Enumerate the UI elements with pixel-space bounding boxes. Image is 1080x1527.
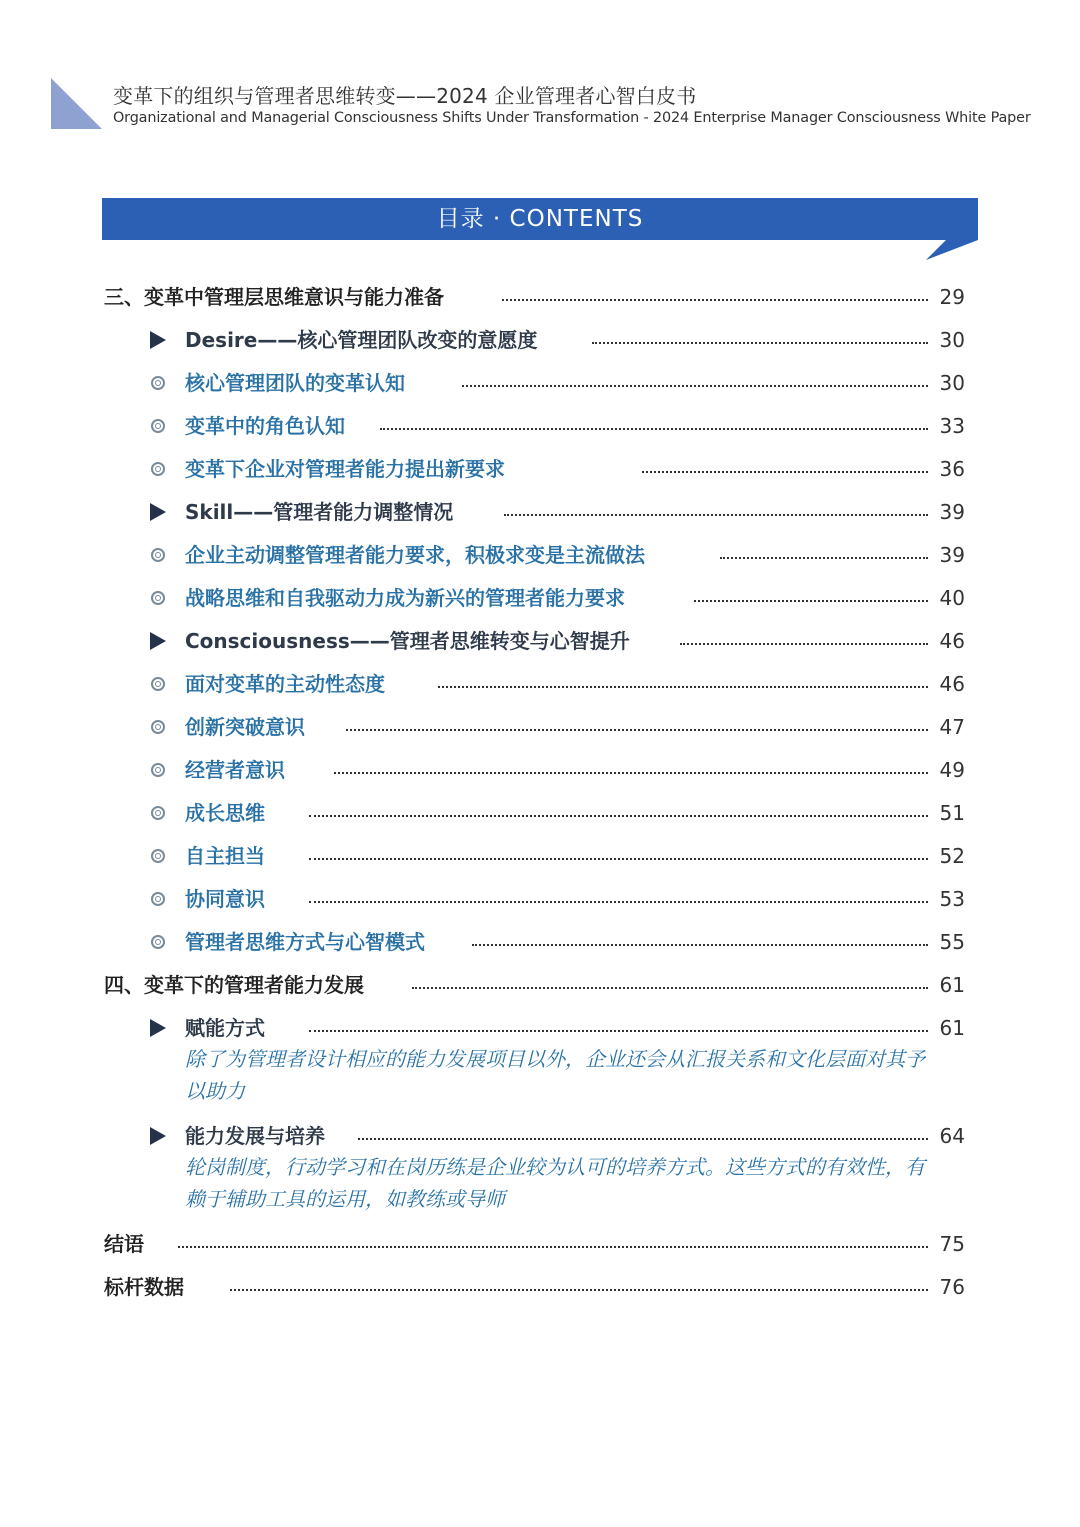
- circle-bullet-icon: [147, 454, 169, 484]
- triangle-bullet-icon: [147, 626, 169, 656]
- circle-bullet-icon: [147, 841, 169, 871]
- triangle-bullet-icon: [147, 1121, 169, 1151]
- dot-leader: [472, 936, 928, 946]
- toc-entry-label: 管理者思维方式与心智模式: [185, 930, 425, 954]
- report-logo-icon: [51, 78, 102, 129]
- toc-page-number: 75: [939, 1232, 965, 1256]
- toc-entry-role-cognition[interactable]: [102, 411, 980, 441]
- toc-entry-label: 经营者意识: [185, 758, 285, 782]
- circle-bullet-icon: [147, 712, 169, 742]
- toc-entry-label: Skill——管理者能力调整情况: [185, 500, 454, 524]
- toc-entry-adjust-requirements[interactable]: [102, 540, 980, 570]
- dot-leader: [346, 721, 928, 731]
- triangle-bullet-icon: [147, 497, 169, 527]
- toc-entry-benchmark-data[interactable]: [104, 1272, 980, 1302]
- dot-leader: [230, 1281, 928, 1291]
- dot-leader: [680, 635, 928, 645]
- circle-bullet-icon: [147, 368, 169, 398]
- toc-page-number: 39: [939, 543, 965, 567]
- toc-page-number: 51: [939, 801, 965, 825]
- dot-leader: [178, 1238, 928, 1248]
- toc-page-number: 52: [939, 844, 965, 868]
- toc-entry-label: 企业主动调整管理者能力要求，积极求变是主流做法: [185, 543, 645, 567]
- toc-entry-skill[interactable]: [102, 497, 980, 527]
- toc-entry-operator[interactable]: [102, 755, 980, 785]
- toc-page-number: 36: [939, 457, 965, 481]
- toc-entry-label: 能力发展与培养: [185, 1124, 325, 1148]
- dot-leader: [462, 377, 928, 387]
- toc-entry-collaboration[interactable]: [102, 884, 980, 914]
- toc-page-number: 47: [939, 715, 965, 739]
- toc-entry-growth[interactable]: [102, 798, 980, 828]
- circle-bullet-icon: [147, 411, 169, 441]
- toc-entry-label: 成长思维: [185, 801, 265, 825]
- toc-entry-label: Consciousness——管理者思维转变与心智提升: [185, 629, 630, 653]
- toc-page-number: 33: [939, 414, 965, 438]
- toc-entry-consciousness[interactable]: [102, 626, 980, 656]
- dot-leader: [334, 764, 928, 774]
- toc-entry-chapter-3[interactable]: [104, 282, 980, 312]
- circle-bullet-icon: [147, 669, 169, 699]
- document-title-english: Organizational and Managerial Consciousness Shifts Under Transformation - 2024 Enterprise Manager Consciousness White Paper: [113, 110, 1031, 126]
- toc-page-number: 61: [939, 1016, 965, 1040]
- dot-leader: [309, 807, 928, 817]
- dot-leader: [502, 291, 928, 301]
- triangle-bullet-icon: [147, 1013, 169, 1043]
- toc-entry-new-requirements[interactable]: [102, 454, 980, 484]
- toc-entry-mindset[interactable]: [102, 927, 980, 957]
- dot-leader: [642, 463, 928, 473]
- toc-entry-label: 变革中的角色认知: [185, 414, 345, 438]
- toc-page-number: 40: [939, 586, 965, 610]
- toc-entry-development[interactable]: [102, 1121, 980, 1151]
- toc-page-number: 29: [939, 285, 965, 309]
- toc-page-number: 76: [939, 1275, 965, 1299]
- contents-heading: 目录 · CONTENTS: [436, 206, 644, 232]
- toc-entry-label: 自主担当: [185, 844, 265, 868]
- dot-leader: [720, 549, 928, 559]
- toc-entry-label: 标杆数据: [104, 1275, 184, 1299]
- toc-page-number: 61: [939, 973, 965, 997]
- toc-entry-label: 三、变革中管理层思维意识与能力准备: [104, 285, 444, 309]
- toc-page-number: 53: [939, 887, 965, 911]
- toc-entry-proactive-attitude[interactable]: [102, 669, 980, 699]
- circle-bullet-icon: [147, 540, 169, 570]
- toc-page-number: 30: [939, 371, 965, 395]
- toc-entry-label: 协同意识: [185, 887, 265, 911]
- toc-entry-ownership[interactable]: [102, 841, 980, 871]
- toc-page-number: 55: [939, 930, 965, 954]
- toc-entry-change-cognition[interactable]: [102, 368, 980, 398]
- toc-page-number: 30: [939, 328, 965, 352]
- circle-bullet-icon: [147, 798, 169, 828]
- circle-bullet-icon: [147, 583, 169, 613]
- dot-leader: [592, 334, 928, 344]
- circle-bullet-icon: [147, 884, 169, 914]
- dot-leader: [412, 979, 928, 989]
- toc-page-number: 39: [939, 500, 965, 524]
- dot-leader: [438, 678, 928, 688]
- toc-entry-empowerment[interactable]: [102, 1013, 980, 1043]
- toc-entry-conclusion[interactable]: [104, 1229, 980, 1259]
- toc-entry-description: 轮岗制度，行动学习和在岗历练是企业较为认可的培养方式。这些方式的有效性，有赖于辅助工具的运用，如教练或导师: [185, 1155, 925, 1211]
- toc-page-number: 46: [939, 629, 965, 653]
- toc-entry-label: 战略思维和自我驱动力成为新兴的管理者能力要求: [185, 586, 625, 610]
- toc-entry-chapter-4[interactable]: [104, 970, 980, 1000]
- toc-entry-label: 核心管理团队的变革认知: [185, 371, 405, 395]
- circle-bullet-icon: [147, 927, 169, 957]
- toc-entry-label: Desire——核心管理团队改变的意愿度: [185, 328, 538, 352]
- dot-leader: [358, 1130, 928, 1140]
- dot-leader: [309, 1022, 928, 1032]
- dot-leader: [380, 420, 928, 430]
- toc-entry-label: 结语: [104, 1232, 144, 1256]
- toc-entry-label: 面对变革的主动性态度: [185, 672, 385, 696]
- dot-leader: [309, 893, 928, 903]
- toc-page-number: 46: [939, 672, 965, 696]
- toc-entry-label: 变革下企业对管理者能力提出新要求: [185, 457, 505, 481]
- triangle-bullet-icon: [147, 325, 169, 355]
- toc-entry-desire[interactable]: [102, 325, 980, 355]
- dot-leader: [309, 850, 928, 860]
- toc-entry-description: 除了为管理者设计相应的能力发展项目以外，企业还会从汇报关系和文化层面对其予以助力: [185, 1047, 925, 1103]
- toc-page-number: 49: [939, 758, 965, 782]
- toc-entry-label: 赋能方式: [185, 1016, 265, 1040]
- toc-entry-innovation[interactable]: [102, 712, 980, 742]
- toc-entry-label: 四、变革下的管理者能力发展: [104, 973, 364, 997]
- dot-leader: [694, 592, 928, 602]
- dot-leader: [504, 506, 928, 516]
- document-title-chinese: 变革下的组织与管理者思维转变——2024 企业管理者心智白皮书: [113, 84, 697, 108]
- toc-page-number: 64: [939, 1124, 965, 1148]
- circle-bullet-icon: [147, 755, 169, 785]
- toc-entry-label: 创新突破意识: [185, 715, 305, 739]
- toc-entry-strategic-thinking[interactable]: [102, 583, 980, 613]
